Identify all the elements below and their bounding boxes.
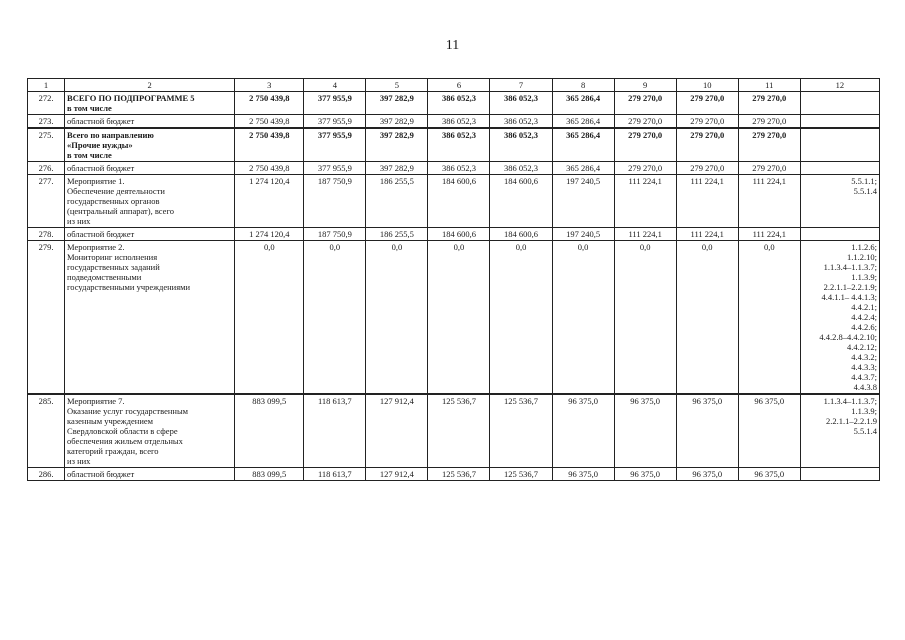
value-cell: 377 955,9 — [304, 162, 366, 175]
row-label: областной бюджет — [65, 468, 235, 481]
target-codes: 1.1.3.4–1.1.3.7; 1.1.3.9; 2.2.1.1–2.2.1.9 5.5.1.4 — [800, 394, 879, 468]
value-cell: 111 224,1 — [676, 228, 738, 241]
value-cell: 279 270,0 — [738, 92, 800, 115]
value-cell: 96 375,0 — [738, 394, 800, 468]
value-cell: 111 224,1 — [738, 175, 800, 228]
value-cell: 96 375,0 — [552, 394, 614, 468]
value-cell: 2 750 439,8 — [235, 162, 304, 175]
value-cell: 111 224,1 — [676, 175, 738, 228]
value-cell: 118 613,7 — [304, 394, 366, 468]
row-label: Мероприятие 2. Мониторинг исполнения государственных заданий подведомственными государственными учреждениями — [65, 241, 235, 395]
value-cell: 377 955,9 — [304, 128, 366, 162]
value-cell: 96 375,0 — [676, 468, 738, 481]
page-number: 11 — [445, 38, 460, 53]
value-cell: 184 600,6 — [490, 175, 552, 228]
table-row — [28, 115, 880, 129]
value-cell: 96 375,0 — [614, 394, 676, 468]
row-number: 277. — [28, 175, 65, 228]
value-cell: 279 270,0 — [614, 92, 676, 115]
value-cell: 386 052,3 — [490, 115, 552, 129]
value-cell: 377 955,9 — [304, 92, 366, 115]
value-cell: 1 274 120,4 — [235, 175, 304, 228]
value-cell: 0,0 — [614, 241, 676, 395]
table-row — [28, 128, 880, 162]
value-cell: 883 099,5 — [235, 394, 304, 468]
column-header-11: 11 — [738, 79, 800, 92]
value-cell: 365 286,4 — [552, 115, 614, 129]
target-codes: 1.1.2.6; 1.1.2.10; 1.1.3.4–1.1.3.7; 1.1.3.9; 2.2.1.1–2.2.1.9; 4.4.1.1– 4.4.1.3; 4.4.2.1; 4.4.2.4; 4.4.2.6; 4.4.2.8–4.4.2.10; 4.4.2.12; 4.4.3.2; 4.4.3.3; 4.4.3.7; 4.4.3.8 — [800, 241, 879, 395]
budget-table — [27, 78, 880, 481]
table-row — [28, 162, 880, 175]
value-cell: 386 052,3 — [490, 162, 552, 175]
row-number: 279. — [28, 241, 65, 395]
row-label: областной бюджет — [65, 228, 235, 241]
value-cell: 186 255,5 — [366, 228, 428, 241]
row-label: областной бюджет — [65, 162, 235, 175]
column-header-6: 6 — [428, 79, 490, 92]
value-cell: 883 099,5 — [235, 468, 304, 481]
row-label: ВСЕГО ПО ПОДПРОГРАММЕ 5 в том числе — [65, 92, 235, 115]
target-codes — [800, 92, 879, 115]
value-cell: 386 052,3 — [428, 115, 490, 129]
value-cell: 377 955,9 — [304, 115, 366, 129]
value-cell: 187 750,9 — [304, 175, 366, 228]
value-cell: 0,0 — [304, 241, 366, 395]
value-cell: 125 536,7 — [490, 468, 552, 481]
value-cell: 0,0 — [552, 241, 614, 395]
value-cell: 96 375,0 — [552, 468, 614, 481]
value-cell: 184 600,6 — [428, 175, 490, 228]
value-cell: 111 224,1 — [614, 228, 676, 241]
target-codes — [800, 228, 879, 241]
value-cell: 197 240,5 — [552, 175, 614, 228]
value-cell: 0,0 — [428, 241, 490, 395]
value-cell: 125 536,7 — [428, 394, 490, 468]
row-label: Всего по направлению «Прочие нужды» в том числе — [65, 128, 235, 162]
column-header-3: 3 — [235, 79, 304, 92]
value-cell: 118 613,7 — [304, 468, 366, 481]
table-row — [28, 468, 880, 481]
column-header-12: 12 — [800, 79, 879, 92]
value-cell: 184 600,6 — [490, 228, 552, 241]
row-label: областной бюджет — [65, 115, 235, 129]
value-cell: 127 912,4 — [366, 394, 428, 468]
value-cell: 279 270,0 — [738, 162, 800, 175]
column-header-4: 4 — [304, 79, 366, 92]
value-cell: 365 286,4 — [552, 92, 614, 115]
value-cell: 0,0 — [490, 241, 552, 395]
column-header-10: 10 — [676, 79, 738, 92]
table-row — [28, 92, 880, 115]
row-number: 285. — [28, 394, 65, 468]
value-cell: 0,0 — [235, 241, 304, 395]
value-cell: 125 536,7 — [428, 468, 490, 481]
value-cell: 186 255,5 — [366, 175, 428, 228]
row-number: 276. — [28, 162, 65, 175]
value-cell: 279 270,0 — [676, 92, 738, 115]
value-cell: 386 052,3 — [428, 128, 490, 162]
column-header-8: 8 — [552, 79, 614, 92]
value-cell: 279 270,0 — [676, 115, 738, 129]
value-cell: 127 912,4 — [366, 468, 428, 481]
value-cell: 279 270,0 — [676, 162, 738, 175]
target-codes — [800, 162, 879, 175]
value-cell: 111 224,1 — [738, 228, 800, 241]
value-cell: 1 274 120,4 — [235, 228, 304, 241]
value-cell: 397 282,9 — [366, 115, 428, 129]
table-row — [28, 175, 880, 228]
column-header-2: 2 — [65, 79, 235, 92]
target-codes — [800, 468, 879, 481]
value-cell: 397 282,9 — [366, 162, 428, 175]
target-codes: 5.5.1.1; 5.5.1.4 — [800, 175, 879, 228]
value-cell: 279 270,0 — [738, 128, 800, 162]
value-cell: 386 052,3 — [428, 162, 490, 175]
row-number: 278. — [28, 228, 65, 241]
value-cell: 365 286,4 — [552, 128, 614, 162]
value-cell: 0,0 — [738, 241, 800, 395]
value-cell: 397 282,9 — [366, 92, 428, 115]
value-cell: 386 052,3 — [428, 92, 490, 115]
value-cell: 187 750,9 — [304, 228, 366, 241]
value-cell: 397 282,9 — [366, 128, 428, 162]
value-cell: 365 286,4 — [552, 162, 614, 175]
value-cell: 2 750 439,8 — [235, 115, 304, 129]
value-cell: 386 052,3 — [490, 128, 552, 162]
column-header-7: 7 — [490, 79, 552, 92]
row-number: 273. — [28, 115, 65, 129]
row-number: 275. — [28, 128, 65, 162]
value-cell: 279 270,0 — [614, 162, 676, 175]
table-row — [28, 228, 880, 241]
value-cell: 279 270,0 — [676, 128, 738, 162]
table-row — [28, 394, 880, 468]
table-header-row — [28, 79, 880, 92]
value-cell: 386 052,3 — [490, 92, 552, 115]
column-header-9: 9 — [614, 79, 676, 92]
value-cell: 96 375,0 — [614, 468, 676, 481]
value-cell: 96 375,0 — [676, 394, 738, 468]
value-cell: 2 750 439,8 — [235, 128, 304, 162]
value-cell: 0,0 — [366, 241, 428, 395]
value-cell: 96 375,0 — [738, 468, 800, 481]
row-label: Мероприятие 1. Обеспечение деятельности государственных органов (центральный аппарат), всего из них — [65, 175, 235, 228]
value-cell: 279 270,0 — [614, 128, 676, 162]
table-body — [28, 92, 880, 481]
table-row — [28, 241, 880, 395]
row-number: 286. — [28, 468, 65, 481]
column-header-1: 1 — [28, 79, 65, 92]
value-cell: 111 224,1 — [614, 175, 676, 228]
value-cell: 0,0 — [676, 241, 738, 395]
target-codes — [800, 128, 879, 162]
value-cell: 279 270,0 — [614, 115, 676, 129]
value-cell: 197 240,5 — [552, 228, 614, 241]
row-number: 272. — [28, 92, 65, 115]
value-cell: 184 600,6 — [428, 228, 490, 241]
target-codes — [800, 115, 879, 129]
column-header-5: 5 — [366, 79, 428, 92]
value-cell: 2 750 439,8 — [235, 92, 304, 115]
value-cell: 125 536,7 — [490, 394, 552, 468]
row-label: Мероприятие 7. Оказание услуг государственным казенным учреждением Свердловской области в сфере обеспечения жильем отдельных категорий граждан, всего из них — [65, 394, 235, 468]
value-cell: 279 270,0 — [738, 115, 800, 129]
